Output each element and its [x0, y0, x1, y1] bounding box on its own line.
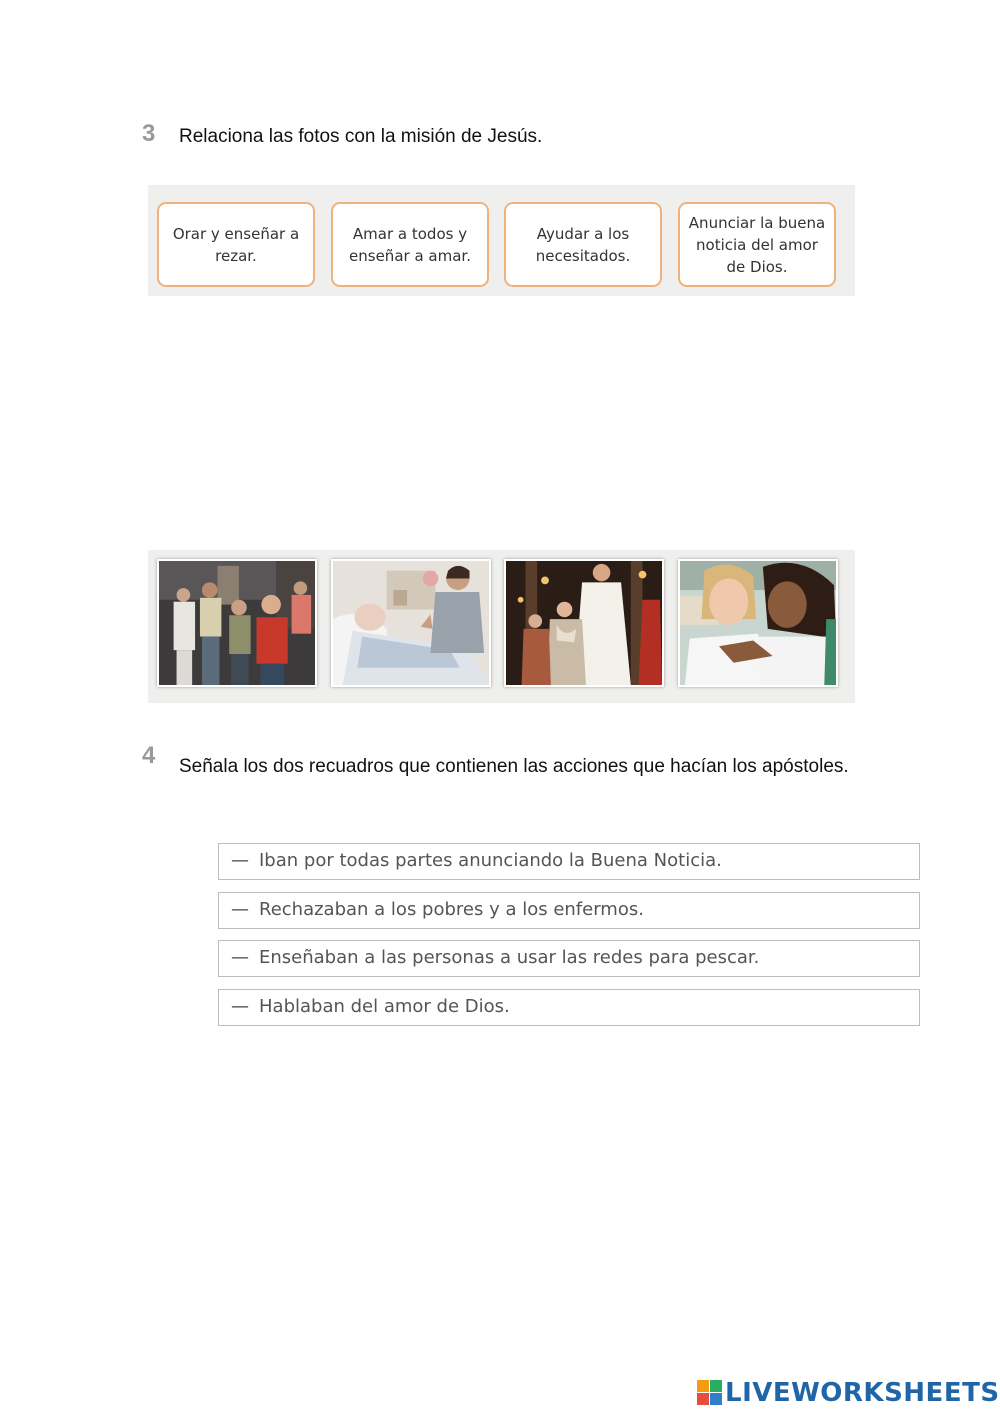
- answer-option-1[interactable]: [218, 843, 920, 880]
- answer-option-text: Enseñaban a las personas a usar las redes para pescar.: [259, 947, 760, 968]
- girls-hugging-photo[interactable]: [678, 559, 838, 687]
- question-4-instruction: Señala los dos recuadros que contienen las acciones que hacían los apóstoles.: [179, 756, 849, 777]
- photos-strip: [148, 550, 855, 703]
- question-3-instruction: Relaciona las fotos con la misión de Jesús.: [179, 126, 543, 147]
- answer-option-text: Rechazaban a los pobres y a los enfermos.: [259, 899, 644, 920]
- mission-labels-strip: [148, 185, 855, 296]
- mission-card-announce[interactable]: Anunciar la buena noticia del amor de Dios.: [678, 202, 836, 287]
- mission-card-love[interactable]: Amar a todos y enseñar a amar.: [331, 202, 489, 287]
- answer-option-3[interactable]: [218, 940, 920, 977]
- liveworksheets-logo-icon: [697, 1380, 723, 1406]
- dash-mark: —: [231, 850, 249, 871]
- dash-mark: —: [231, 899, 249, 920]
- dash-mark: —: [231, 947, 249, 968]
- question-3-number: 3: [142, 120, 156, 147]
- question-4-number: 4: [142, 742, 156, 769]
- liveworksheets-logo: [697, 1378, 1000, 1408]
- answer-option-text: Iban por todas partes anunciando la Buena Noticia.: [259, 850, 722, 871]
- hospital-visit-photo[interactable]: [331, 559, 491, 687]
- mission-card-help[interactable]: Ayudar a los necesitados.: [504, 202, 662, 287]
- liveworksheets-logo-text: LIVEWORKSHEETS: [725, 1378, 1000, 1408]
- answer-option-text: Hablaban del amor de Dios.: [259, 996, 510, 1017]
- church-people-photo[interactable]: [157, 559, 317, 687]
- answer-option-4[interactable]: [218, 989, 920, 1026]
- priest-procession-photo[interactable]: [504, 559, 664, 687]
- mission-card-pray[interactable]: Orar y enseñar a rezar.: [157, 202, 315, 287]
- dash-mark: —: [231, 996, 249, 1017]
- answer-option-2[interactable]: [218, 892, 920, 929]
